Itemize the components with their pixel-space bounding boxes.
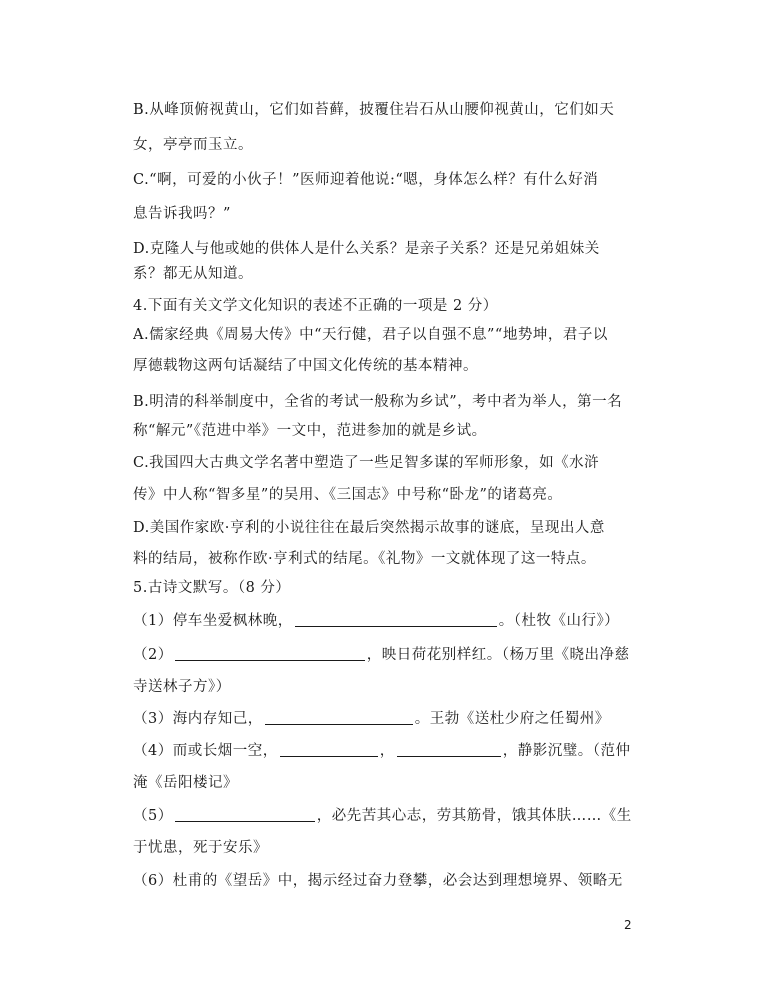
- line-text: 传》中人称“智多星”的吴用、《三国志》中号称“卧龙”的诸葛亮。: [133, 487, 563, 503]
- line-text: ，静影沉璧。（范仲: [502, 743, 631, 759]
- answer-blank[interactable]: [175, 807, 315, 822]
- line-text: B.明清的科举制度中，全省的考试一般称为乡试”，考中者为举人，第一名: [133, 394, 623, 410]
- text-line: [133, 549, 639, 569]
- text-line: [133, 204, 639, 224]
- line-text: ，必先苦其心志，劳其筋骨，饿其体肤……《生: [316, 808, 632, 824]
- answer-blank[interactable]: [175, 646, 365, 661]
- line-text: 息告诉我吗？”: [133, 206, 231, 222]
- text-line: [133, 325, 639, 345]
- line-text: 4.下面有关文学文化知识的表述不正确的一项是 2 分）: [133, 298, 498, 314]
- question-heading: [133, 578, 639, 598]
- line-text: ，映日荷花别样红。（杨万里《晓出净慈: [366, 647, 630, 663]
- line-text: C.我国四大古典文学名著中塑造了一些足智多谋的军师形象，如《水浒: [133, 455, 600, 471]
- line-text: D.克隆人与他或她的供体人是什么关系？是亲子关系？还是兄弟姐妹关: [133, 241, 600, 257]
- text-line: [133, 453, 639, 473]
- text-line: [133, 871, 639, 891]
- line-text: （4）而或长烟一空，: [133, 743, 278, 759]
- fill-blank-line: [133, 806, 639, 826]
- line-text: 淹《岳阳楼记》: [133, 775, 238, 791]
- text-line: [133, 485, 639, 505]
- line-text: 。（杜牧《山行》）: [498, 613, 620, 629]
- text-line: [133, 170, 639, 190]
- text-line: [133, 677, 639, 697]
- fill-blank-line: [133, 741, 639, 761]
- line-text: C.“啊，可爱的小伙子！”医师迎着他说:“嗯，身体怎么样？有什么好消: [133, 172, 599, 188]
- line-text: ，: [379, 743, 395, 759]
- question-heading: [133, 296, 639, 316]
- text-line: [133, 264, 639, 284]
- line-text: （6）杜甫的《望岳》中，揭示经过奋力登攀，必会达到理想境界、领略无: [133, 873, 623, 889]
- answer-blank[interactable]: [265, 710, 413, 725]
- line-text: D.美国作家欧·亨利的小说往往在最后突然揭示故事的谜底，呈现出人意: [133, 520, 605, 536]
- fill-blank-line: [133, 709, 639, 729]
- answer-blank[interactable]: [295, 612, 497, 627]
- line-text: 于忧患，死于安乐》: [133, 840, 268, 856]
- line-text: 5.古诗文默写。（8 分）: [133, 580, 291, 596]
- line-text: 系？都无从知道。: [133, 266, 253, 282]
- line-text: B.从峰顶俯视黄山，它们如苔藓，披覆住岩石从山腰仰视黄山，它们如天: [133, 102, 615, 118]
- text-line: [133, 135, 639, 155]
- fill-blank-line: [133, 645, 639, 665]
- answer-blank[interactable]: [397, 742, 501, 757]
- line-text: A.儒家经典《周易大传》中“天行健，君子以自强不息”“地势坤，君子以: [133, 327, 608, 343]
- line-text: （2）: [133, 647, 173, 663]
- line-text: （1）停车坐爱枫林晚，: [133, 613, 293, 629]
- line-text: 寺送林子方》）: [133, 679, 231, 695]
- line-text: 厚德载物这两句话凝结了中国文化传统的基本精神。: [133, 358, 478, 374]
- text-line: [133, 239, 639, 259]
- text-line: [133, 356, 639, 376]
- page-number: 2: [624, 918, 632, 932]
- text-line: [133, 838, 639, 858]
- fill-blank-line: [133, 611, 639, 631]
- text-line: [133, 773, 639, 793]
- text-line: [133, 392, 639, 412]
- text-line: [133, 421, 639, 441]
- line-text: （5）: [133, 808, 173, 824]
- text-line: [133, 100, 639, 120]
- line-text: （3）海内存知己，: [133, 711, 263, 727]
- line-text: 料的结局，被称作欧·亨利式的结尾。《礼物》一文就体现了这一特点。: [133, 551, 596, 567]
- text-line: [133, 518, 639, 538]
- answer-blank[interactable]: [280, 742, 378, 757]
- line-text: 。王勃《送杜少府之任蜀州》: [414, 711, 610, 727]
- line-text: 女，亭亭而玉立。: [133, 137, 253, 153]
- line-text: 称“解元”《范进中举》一文中，范进参加的就是乡试。: [133, 423, 487, 439]
